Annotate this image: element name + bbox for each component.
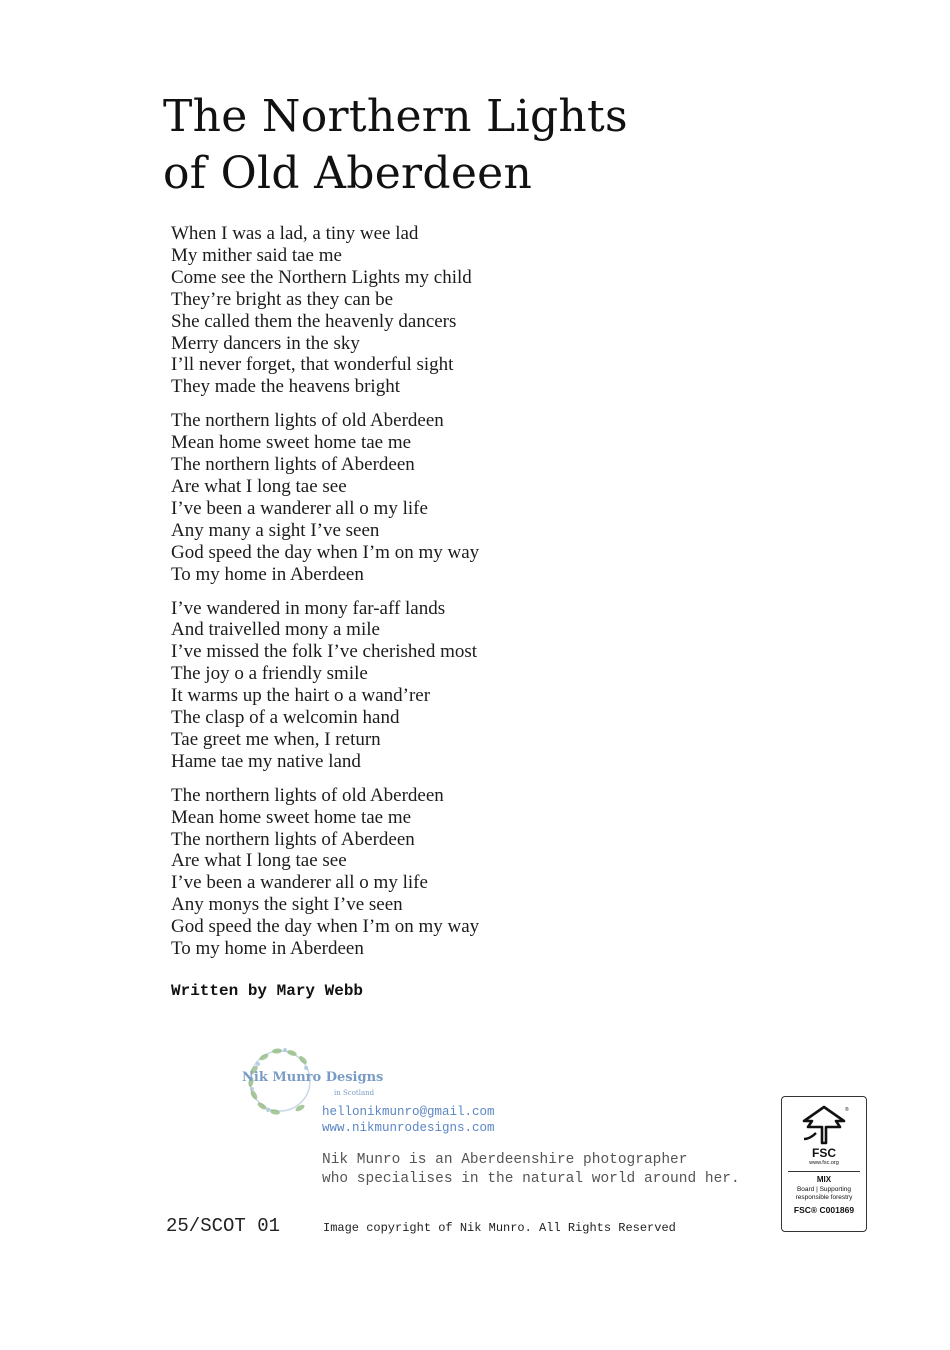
poem-line: They’re bright as they can be [171,288,394,310]
author-credit: Written by Mary Webb [171,982,364,1000]
poem-line: To my home in Aberdeen [171,938,364,960]
poem-line: They made the heavens bright [171,376,400,398]
email-link[interactable]: hellonikmunro@gmail.com [322,1105,495,1119]
poem-line: Come see the Northern Lights my child [171,266,472,288]
poem-stanza [171,410,731,585]
poem-stanza [171,223,731,398]
poem-line: I’ve been a wanderer all o my life [171,497,428,519]
poem-line: It warms up the hairt o a wand’rer [171,685,431,707]
poem-line: Tae greet me when, I return [171,728,381,750]
fsc-site: www.fsc.org [809,1160,839,1166]
poem-line: The northern lights of Aberdeen [171,454,415,476]
poem-line: The joy o a friendly smile [171,663,368,685]
poem-line: Mean home sweet home tae me [171,432,412,454]
fsc-label [781,1096,867,1232]
svg-text:®: ® [845,1107,849,1113]
poem-line: The northern lights of Aberdeen [171,828,415,850]
fsc-divider [788,1171,860,1172]
poem-stanza [171,785,731,960]
poem-line: God speed the day when I’m on my way [171,916,480,938]
poem-line: I’ve wandered in mony far-aff lands [171,597,446,619]
copyright-notice: Image copyright of Nik Munro. All Rights Reserved [323,1221,676,1235]
photographer-bio [322,1151,740,1189]
poem-line: The northern lights of old Aberdeen [171,784,444,806]
title-line-1: The Northern Lights [163,91,628,142]
fsc-description: Board | Supporting responsible forestry [795,1186,853,1201]
poem-line: Mean home sweet home tae me [171,806,412,828]
logo-name: Nik Munro Designs [242,1070,384,1085]
title-line-2: of Old Aberdeen [163,148,533,199]
fsc-code: FSC® C001869 [793,1205,855,1215]
poem-line: Hame tae my native land [171,750,361,772]
poem-line: Any monys the sight I’ve seen [171,894,403,916]
bio-line-1: Nik Munro is an Aberdeenshire photographer [322,1152,688,1168]
poem-body [171,223,731,972]
poem-line: Any many a sight I’ve seen [171,519,380,541]
poem-line: And traivelled mony a mile [171,619,380,641]
product-code: 25/SCOT 01 [166,1215,281,1237]
poem-line: She called them the heavenly dancers [171,310,457,332]
poem-line: I’ve missed the folk I’ve cherished most [171,641,478,663]
bio-line-2: who specialises in the natural world around her. [322,1171,740,1187]
poem-line: My mither said tae me [171,244,342,266]
poem-line: I’ll never forget, that wonderful sight [171,354,454,376]
page-title [163,88,723,202]
fsc-word: FSC [812,1146,836,1160]
poem-line: When I was a lad, a tiny wee lad [171,223,419,244]
poem-line: God speed the day when I’m on my way [171,541,480,563]
logo-subtitle: in Scotland [334,1089,375,1097]
poem-line: I’ve been a wanderer all o my life [171,872,428,894]
poem-line: The northern lights of old Aberdeen [171,410,444,432]
poem-line: Are what I long tae see [171,850,347,872]
poem-line: To my home in Aberdeen [171,563,364,585]
fsc-tree-icon [798,1103,850,1147]
poem-line: Are what I long tae see [171,475,347,497]
poem-stanza [171,598,731,773]
website-link[interactable]: www.nikmunrodesigns.com [322,1121,495,1135]
poem-line: Merry dancers in the sky [171,332,360,354]
contact-block [322,1104,495,1136]
poem-line: The clasp of a welcomin hand [171,707,400,729]
fsc-mix: MIX [816,1175,832,1184]
